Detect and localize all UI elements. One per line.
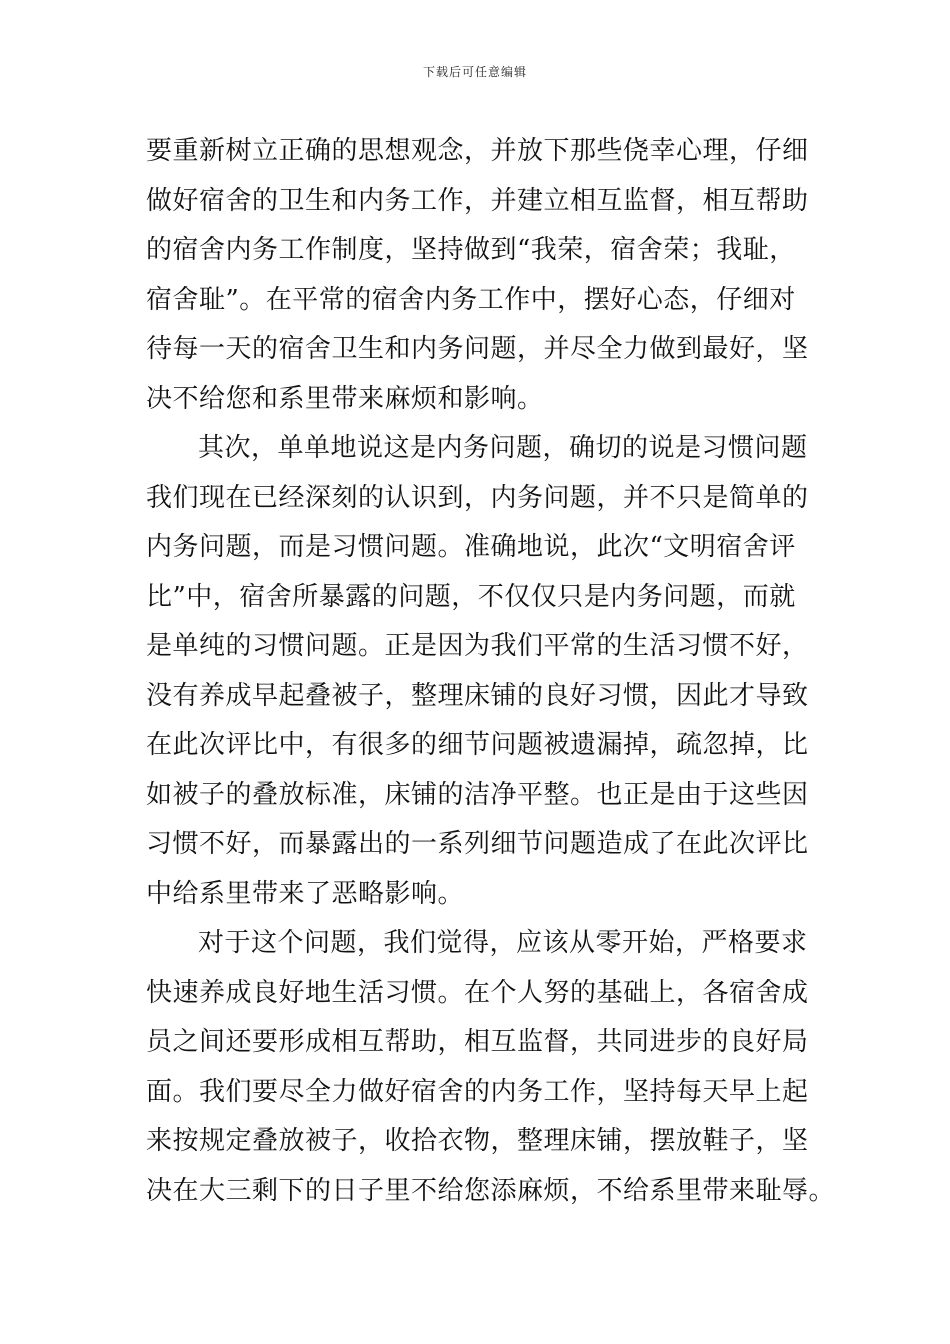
text-line: 比”中，宿舍所暴露的问题，不仅仅只是内务问题，而就 — [146, 581, 796, 612]
text-line: 是单纯的习惯问题。正是因为我们平常的生活习惯不好， — [146, 631, 809, 661]
paragraph-first-line: 其次，单单地说这是内务问题，确切的说是习惯问题 — [198, 433, 808, 463]
document-body — [146, 127, 836, 1216]
text-line: 决在大三剩下的日子里不给您添麻烦，不给系里带来耻辱。 — [146, 1175, 836, 1206]
text-line: 员之间还要形成相互帮助，相互监督，共同进步的良好局 — [146, 1027, 809, 1057]
text-line: 决不给您和系里带来麻烦和影响。 — [146, 383, 544, 414]
paragraph-first-line: 对于这个问题，我们觉得，应该从零开始，严格要求 — [198, 928, 808, 958]
text-line: 要重新树立正确的思想观念，并放下那些侥幸心理，仔细 — [146, 136, 809, 166]
text-line: 内务问题，而是习惯问题。准确地说，此次“文明宿舍评 — [146, 532, 796, 562]
text-line: 待每一天的宿舍卫生和内务问题，并尽全力做到最好，坚 — [146, 334, 809, 364]
text-line: 做好宿舍的卫生和内务工作，并建立相互监督，相互帮助 — [146, 185, 809, 216]
text-line: 中给系里带来了恶略影响。 — [146, 878, 465, 909]
text-line: 快速养成良好地生活习惯。在个人努的基础上，各宿舍成 — [146, 977, 809, 1008]
text-line: 来按规定叠放被子，收拾衣物，整理床铺，摆放鞋子，坚 — [146, 1126, 809, 1156]
text-line: 宿舍耻”。在平常的宿舍内务工作中，摆好心态，仔细对 — [146, 284, 796, 315]
text-line: 在此次评比中，有很多的细节问题被遗漏掉，疏忽掉，比 — [146, 730, 809, 760]
text-line: 我们现在已经深刻的认识到，内务问题，并不只是简单的 — [146, 482, 809, 513]
page-header: 下载后可任意编辑 — [422, 65, 527, 79]
text-line: 习惯不好，而暴露出的一系列细节问题造成了在此次评比 — [146, 829, 809, 859]
text-line: 面。我们要尽全力做好宿舍的内务工作，坚持每天早上起 — [146, 1076, 809, 1107]
text-line: 的宿舍内务工作制度，坚持做到“我荣，宿舍荣；我耻， — [146, 235, 796, 265]
text-line: 没有养成早起叠被子，整理床铺的良好习惯，因此才导致 — [146, 680, 809, 711]
text-line: 如被子的叠放标准，床铺的洁净平整。也正是由于这些因 — [146, 779, 809, 810]
